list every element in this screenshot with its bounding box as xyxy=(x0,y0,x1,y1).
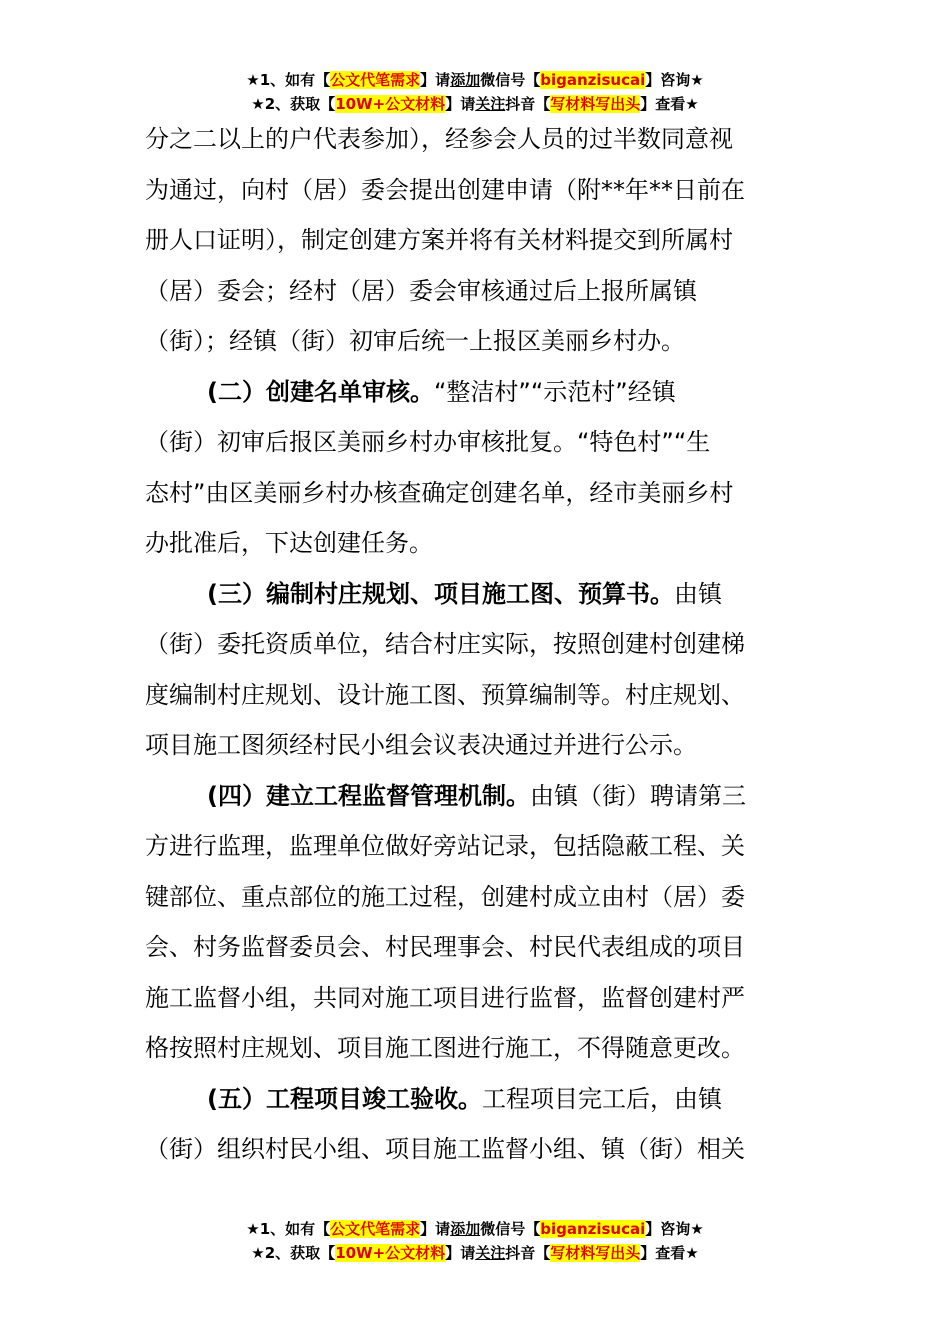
text-line: 项目施工图须经村民小组会议表决通过并进行公示。 xyxy=(145,731,697,759)
wechat-id: biganzisucai xyxy=(540,1220,646,1238)
text-line: 方进行监理，监理单位做好旁站记录，包括隐蔽工程、关 xyxy=(145,832,745,860)
section-heading: (三）编制村庄规划、项目施工图、预算书。 xyxy=(207,579,674,608)
document-body xyxy=(145,114,805,1175)
text-line: 分之二以上的户代表参加），经参会人员的过半数同意视 xyxy=(145,125,733,153)
text-line: 态村”由区美丽乡村办核查确定创建名单，经市美丽乡村 xyxy=(145,478,734,507)
douyin-id: 写材料写出头 xyxy=(550,1244,641,1262)
text-line: 度编制村庄规划、设计施工图、预算编制等。村庄规划、 xyxy=(145,680,745,709)
section-4-first-line: (四）建立工程监督管理机制。由镇（街）聘请第三 xyxy=(207,781,746,810)
text-line: （居）委会；经村（居）委会审核通过后上报所属镇 xyxy=(145,276,697,305)
promo-banner-top xyxy=(0,68,950,116)
section-5-first-line: (五）工程项目竣工验收。工程项目完工后，由镇 xyxy=(207,1084,722,1113)
promo-line-1: ★1、如有【公文代笔需求】请添加微信号【biganzisucai】咨询★ xyxy=(246,1220,704,1238)
promo-line-1: ★1、如有【公文代笔需求】请添加微信号【biganzisucai】咨询★ xyxy=(246,71,704,89)
douyin-id: 写材料写出头 xyxy=(550,95,641,113)
section-2-first-line: (二）创建名单审核。“整洁村”“示范村”经镇 xyxy=(207,377,676,406)
promo-banner-bottom xyxy=(0,1217,950,1265)
text-line: 键部位、重点部位的施工过程，创建村成立由村（居）委 xyxy=(145,882,745,911)
highlight-text: 10W+公文材料 xyxy=(335,95,446,113)
section-3-first-line: (三）编制村庄规划、项目施工图、预算书。由镇 xyxy=(207,579,722,608)
highlight-text: 公文代笔需求 xyxy=(330,71,421,89)
wechat-id: biganzisucai xyxy=(540,71,646,89)
text-line: 册人口证明），制定创建方案并将有关材料提交到所属村 xyxy=(145,226,733,254)
text-line: 格按照村庄规划、项目施工图进行施工，不得随意更改。 xyxy=(145,1034,745,1062)
text-line: （街）初审后报区美丽乡村办审核批复。“特色村”“生 xyxy=(145,428,711,456)
promo-line-2: ★2、获取【10W+公文材料】请关注抖音【写材料写出头】查看★ xyxy=(251,1244,699,1262)
text-line: （街）；经镇（街）初审后统一上报区美丽乡村办。 xyxy=(145,327,685,355)
text-line: （街）委托资质单位，结合村庄实际，按照创建村创建梯 xyxy=(145,630,745,658)
text-line: 会、村务监督委员会、村民理事会、村民代表组成的项目 xyxy=(145,933,745,961)
section-heading: (五）工程项目竣工验收。 xyxy=(207,1084,482,1113)
text-line: 办批准后，下达创建任务。 xyxy=(145,529,433,557)
text-line: （街）组织村民小组、项目施工监督小组、镇（街）相关 xyxy=(145,1135,745,1163)
text-line: 为通过，向村（居）委会提出创建申请（附**年**日前在 xyxy=(145,175,745,204)
section-heading: (四）建立工程监督管理机制。 xyxy=(207,781,530,810)
highlight-text: 10W+公文材料 xyxy=(335,1244,446,1262)
section-heading: (二）创建名单审核。 xyxy=(207,377,434,406)
promo-line-2: ★2、获取【10W+公文材料】请关注抖音【写材料写出头】查看★ xyxy=(251,95,699,113)
text-line: 施工监督小组，共同对施工项目进行监督，监督创建村严 xyxy=(145,983,745,1012)
highlight-text: 公文代笔需求 xyxy=(330,1220,421,1238)
